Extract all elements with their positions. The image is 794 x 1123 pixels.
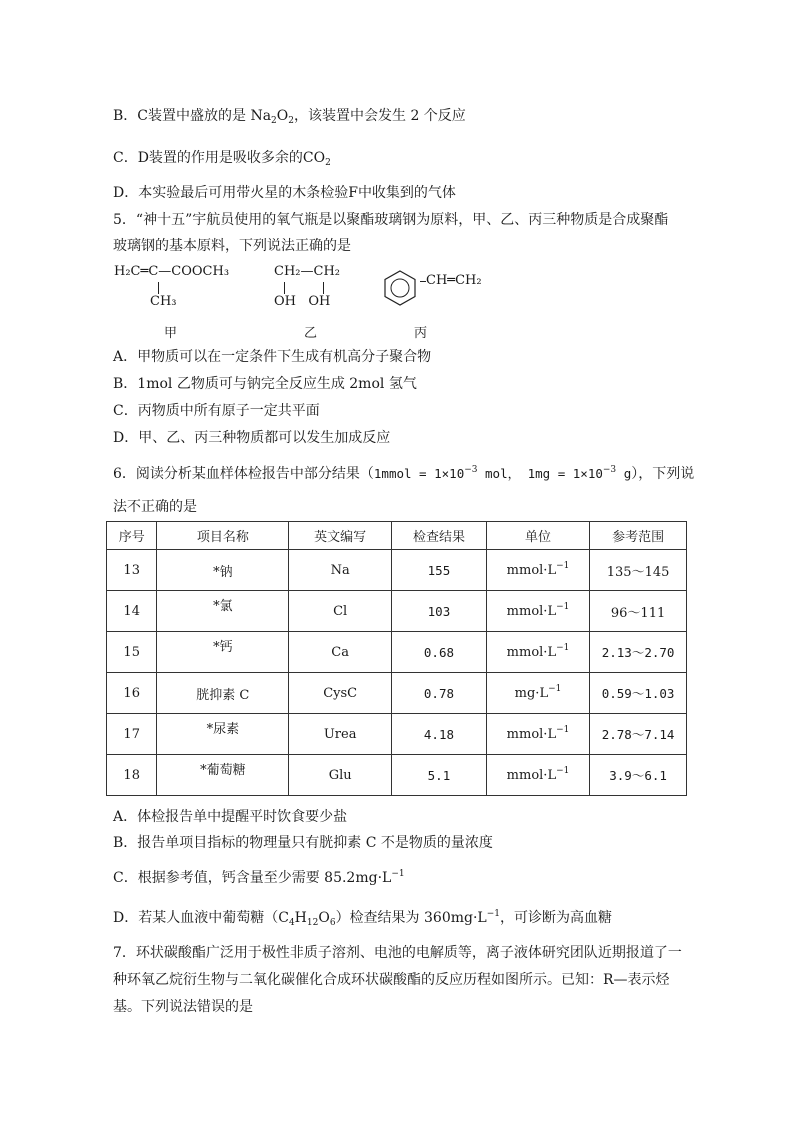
structure-jia-bond — [158, 282, 159, 294]
unit-text: mmol·L — [506, 603, 557, 619]
col-header-no: 序号 — [107, 522, 157, 550]
structure-jia-caption: 甲 — [164, 326, 178, 341]
q5-stem-line-2: 玻璃钢的基本原料，下列说法正确的是 — [113, 238, 351, 254]
superscript: −1 — [548, 683, 562, 694]
subscript: 6 — [329, 918, 336, 928]
q6-option-d-text: H — [294, 910, 307, 926]
q6-option-d-text: ，可诊断为高血糖 — [500, 910, 612, 926]
q4-option-b — [113, 106, 466, 126]
structure-yi-top: CH₂—CH₂ — [274, 264, 340, 279]
table-row — [107, 550, 687, 591]
unit-definition: g — [616, 466, 632, 481]
q7-stem-line-3: 基。下列说法错误的是 — [113, 999, 253, 1015]
subscript: 2 — [288, 116, 294, 126]
unit-text: mmol·L — [506, 726, 557, 742]
cell-unit — [486, 673, 589, 714]
cell-unit — [486, 591, 589, 632]
cell-abbr: Cl — [289, 591, 392, 632]
superscript: −1 — [556, 724, 570, 735]
subscript: 12 — [306, 918, 319, 928]
cell-unit — [486, 714, 589, 755]
superscript: −3 — [464, 465, 478, 475]
q4-option-b-text: O — [276, 108, 289, 124]
q4-option-b-text: ，该装置中会发生 2 个反应 — [294, 108, 466, 124]
cell-name-text: *钠 — [213, 564, 233, 580]
blood-test-table — [106, 521, 687, 796]
q6-option-d-text: O — [318, 910, 330, 926]
table-row — [107, 591, 687, 632]
superscript: −1 — [556, 765, 570, 776]
structure-jia-main: H₂C═C—COOCH₃ — [114, 264, 230, 279]
col-header-abbr: 英文编写 — [289, 522, 392, 550]
cell-name-text: *钙 — [213, 639, 233, 655]
cell-abbr: Na — [289, 550, 392, 591]
q4-option-c — [113, 148, 331, 168]
cell-result: 0.68 — [392, 632, 487, 673]
superscript: −1 — [486, 909, 500, 919]
cell-abbr: Ca — [289, 632, 392, 673]
structure-yi-bond-left — [284, 282, 285, 294]
superscript: −1 — [391, 869, 405, 879]
superscript: −1 — [556, 560, 570, 571]
unit-definition: mol， 1mg = 1×10 — [477, 466, 603, 481]
subscript: 2 — [271, 116, 277, 126]
cell-name-text: *尿素 — [206, 721, 240, 737]
subscript: 4 — [288, 918, 295, 928]
q6-stem-text: 6．阅读分析某血样体检报告中部分结果（ — [113, 466, 374, 482]
q5-structures — [108, 262, 528, 342]
cell-name — [157, 755, 289, 796]
cell-result: 103 — [392, 591, 487, 632]
cell-no: 16 — [107, 673, 157, 714]
q5-option-d: D．甲、乙、丙三种物质都可以发生加成反应 — [113, 430, 391, 446]
cell-unit — [486, 755, 589, 796]
cell-name-text: 胱抑素 C — [196, 687, 250, 703]
q6-option-c — [113, 868, 405, 888]
q7-stem-line-1: 7．环状碳酸酯广泛用于极性非质子溶剂、电池的电解质等，离子液体研究团队近期报道了一 — [113, 945, 682, 961]
table-header-row — [107, 522, 687, 550]
superscript: −1 — [556, 642, 570, 653]
structure-yi-bond-right — [323, 282, 324, 294]
cell-name — [157, 673, 289, 714]
cell-abbr: Urea — [289, 714, 392, 755]
unit-text: mg·L — [514, 685, 549, 701]
col-header-result: 检查结果 — [392, 522, 487, 550]
cell-no: 15 — [107, 632, 157, 673]
cell-ref: 2.78～7.14 — [590, 714, 687, 755]
table-row — [107, 755, 687, 796]
cell-no: 18 — [107, 755, 157, 796]
unit-definition: 1mmol = 1×10 — [373, 466, 465, 481]
col-header-name: 项目名称 — [157, 522, 289, 550]
cell-ref: 135～145 — [590, 550, 687, 591]
cell-name-text: *氯 — [213, 598, 233, 614]
cell-no: 17 — [107, 714, 157, 755]
superscript: −1 — [556, 601, 570, 612]
unit-text: mmol·L — [506, 767, 557, 783]
col-header-ref: 参考范围 — [590, 522, 687, 550]
structure-yi-caption: 乙 — [304, 326, 318, 341]
structure-jia-branch: CH₃ — [150, 294, 177, 309]
q5-option-c: C．丙物质中所有原子一定共平面 — [113, 403, 320, 419]
cell-result: 155 — [392, 550, 487, 591]
cell-ref: 2.13～2.70 — [590, 632, 687, 673]
subscript: 2 — [325, 158, 331, 168]
q6-stem-text: ），下列说 — [631, 466, 695, 482]
q5-stem-line-1: 5．“神十五”宇航员使用的氧气瓶是以聚酯玻璃钢为原料，甲、乙、丙三种物质是合成聚酯 — [113, 212, 669, 228]
cell-abbr: CysC — [289, 673, 392, 714]
cell-result: 4.18 — [392, 714, 487, 755]
table-row — [107, 673, 687, 714]
q6-option-b: B．报告单项目指标的物理量只有胱抑素 C 不是物质的量浓度 — [113, 835, 493, 851]
q4-option-b-text: B．C装置中盛放的是 Na — [113, 108, 272, 124]
table-row — [107, 714, 687, 755]
q5-option-a: A．甲物质可以在一定条件下生成有机高分子聚合物 — [113, 349, 432, 365]
structure-bing-sub: CH═CH₂ — [426, 273, 482, 288]
q6-option-d-text: D．若某人血液中葡萄糖（C — [113, 910, 289, 926]
cell-no: 13 — [107, 550, 157, 591]
cell-ref: 96～111 — [590, 591, 687, 632]
cell-result: 5.1 — [392, 755, 487, 796]
q4-option-c-text: C．D装置的作用是吸收多余的CO — [113, 150, 326, 166]
unit-text: mmol·L — [506, 644, 557, 660]
cell-name — [157, 632, 289, 673]
col-header-unit: 单位 — [486, 522, 589, 550]
cell-name-text: *葡萄糖 — [200, 762, 246, 778]
cell-ref: 0.59～1.03 — [590, 673, 687, 714]
q6-option-a: A．体检报告单中提醒平时饮食要少盐 — [113, 809, 348, 825]
q6-option-d — [113, 908, 612, 928]
q6-stem-line-2: 法不正确的是 — [113, 499, 197, 515]
cell-unit — [486, 632, 589, 673]
unit-text: mmol·L — [506, 562, 557, 578]
q6-option-d-text: ）检查结果为 360mg·L — [335, 910, 487, 926]
q4-option-d: D．本实验最后可用带火星的木条检验F中收集到的气体 — [113, 185, 456, 201]
cell-ref: 3.9～6.1 — [590, 755, 687, 796]
superscript: −3 — [602, 465, 617, 475]
cell-no: 14 — [107, 591, 157, 632]
q7-stem-line-2: 种环氧乙烷衍生物与二氧化碳催化合成环状碳酸酯的反应历程如图所示。已知：R—表示烃 — [113, 972, 670, 988]
cell-unit — [486, 550, 589, 591]
table-row — [107, 632, 687, 673]
cell-name — [157, 714, 289, 755]
q6-stem-line-1 — [113, 464, 694, 484]
cell-name — [157, 550, 289, 591]
structure-bing-caption: 丙 — [414, 326, 428, 341]
benzene-ring-icon — [380, 268, 420, 308]
cell-abbr: Glu — [289, 755, 392, 796]
cell-name — [157, 591, 289, 632]
cell-result: 0.78 — [392, 673, 487, 714]
structure-yi-bottom: OH OH — [274, 294, 331, 309]
q6-option-c-text: C．根据参考值，钙含量至少需要 85.2mg·L — [113, 870, 392, 886]
q5-option-b: B．1mol 乙物质可与钠完全反应生成 2mol 氢气 — [113, 376, 417, 392]
